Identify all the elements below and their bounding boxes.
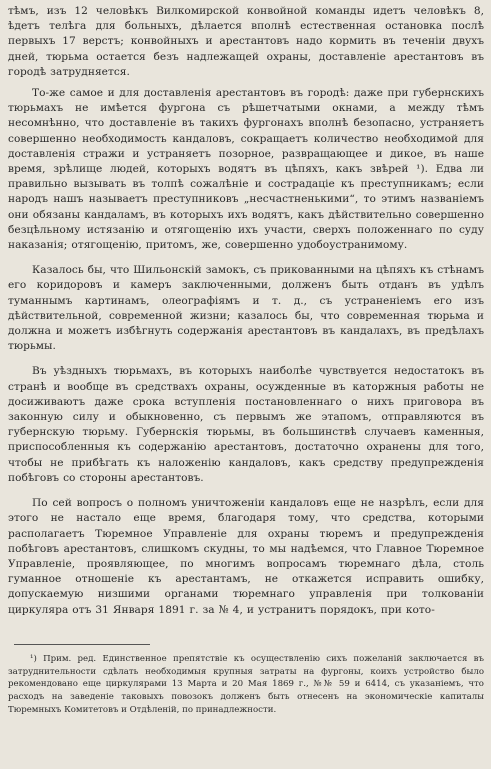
paragraph-4: Въ уѣздныхъ тюрьмахъ, въ которыхъ наиболѣе чувствуется недостатокъ въ странѣ и вообще въ средствахъ охраны, осужденные въ каторжныя работы не досиживаютъ даже срока вступленія постановленнаго о нихъ приговора въ законную силу и обыкновенно, съ первымъ же этапомъ, отправляются въ губернскую тюрьму. Губернскія тюрьмы, въ большинствѣ случаевъ каменныя, приспособленныя къ содержанію арестантовъ, достаточно охранены для того, чтобы не прибѣгать къ наложенію кандаловъ, какъ средству предупрежденія побѣговъ со стороны арестантовъ. — [8, 365, 484, 484]
paragraph-1: тѣмъ, изъ 12 человѣкъ Вилкомирской конвойной команды идетъ человѣкъ 8, ѣдетъ телѣга для больныхъ, дѣлается вполнѣ естественная остановка послѣ первыхъ 17 верстъ; конвойныхъ и арестантовъ надо кормить въ теченіи двухъ дней, тюрьма остается безъ надлежащей охраны, доставленіе арестантовъ въ городѣ затрудняется. — [8, 5, 484, 78]
footnote-divider — [14, 644, 150, 645]
footnote — [8, 653, 484, 717]
paragraph-3: Казалось бы, что Шильонскій замокъ, съ прикованными на цѣпяхъ къ стѣнамъ его коридоровъ и камеръ заключенными, долженъ быть отданъ въ удѣлъ туманнымъ картинамъ, олеографіямъ и т. д., съ устраненіемъ его изъ дѣйствительной, современной жизни; казалось бы, что современная тюрьма и должна и можетъ избѣгнуть содержанія арестантовъ въ кандалахъ, въ предѣлахъ тюрьмы. — [8, 264, 484, 353]
footnote-text: ¹) Прим. ред. Единственное препятствіе къ осуществленію сихъ пожеланій заключается въ затруднительности сдѣлать необходимыя крупныя затраты на фургоны, коихъ устройство было рекомендовано еще циркулярами 13 Марта и 20 Мая 1869 г., №№ 59 и 6414, съ указаніемъ, что расходъ на заведеніе таковыхъ повозокъ долженъ быть отнесенъ на экономическіе капиталы Тюремныхъ Комитетовъ и Отдѣленій, по принадлежности. — [8, 653, 484, 715]
main-text — [8, 4, 484, 618]
paragraph-5: По сей вопросъ о полномъ уничтоженіи кандаловъ еще не назрѣлъ, если для этого не настало еще время, благодаря тому, что средства, которыми располагаетъ Тюремное Управленіе для охраны тюремъ и предупрежденія побѣговъ арестантовъ, слишкомъ скудны, то мы надѣемся, что Главное Тюремное Управленіе, проявляющее, по многимъ вопросамъ тюремнаго дѣла, столь гуманное отношеніе къ арестантамъ, не откажется исправить ошибку, допускаемую низшими органами тюремнаго управленія при толкованіи циркуляра отъ 31 Января 1891 г. за № 4, и устранитъ порядокъ, при кото- — [8, 497, 484, 616]
paragraph-2: То-же самое и для доставленія арестантовъ въ городѣ: даже при губернскихъ тюрьмахъ не имѣется фургона съ рѣшетчатыми окнами, а между тѣмъ несомнѣнно, что доставленіе въ такихъ фургонахъ вполнѣ безопасно, устраняетъ совершенно необходимость кандаловъ, сокращаетъ количество необходимой для доставленія стражи и устраняетъ позорное, развращающее и дикое, въ наше время, зрѣлище людей, которыхъ водятъ въ цѣпяхъ, какъ звѣрей ¹). Едва ли правильно вызывать въ толпѣ сожалѣніе и сострадаціе къ преступникамъ; если народъ нашъ называетъ преступниковъ „несчастненькими“, то этимъ названіемъ они обязаны кандаламъ, въ которыхъ ихъ водятъ, какъ дѣйствительно совершенно безцѣльному истязанію и отягощенію ихъ участи, сверхъ положеннаго по суду наказанія; отягощенію, притомъ, же, совершенно удобоустранимому. — [8, 87, 484, 252]
